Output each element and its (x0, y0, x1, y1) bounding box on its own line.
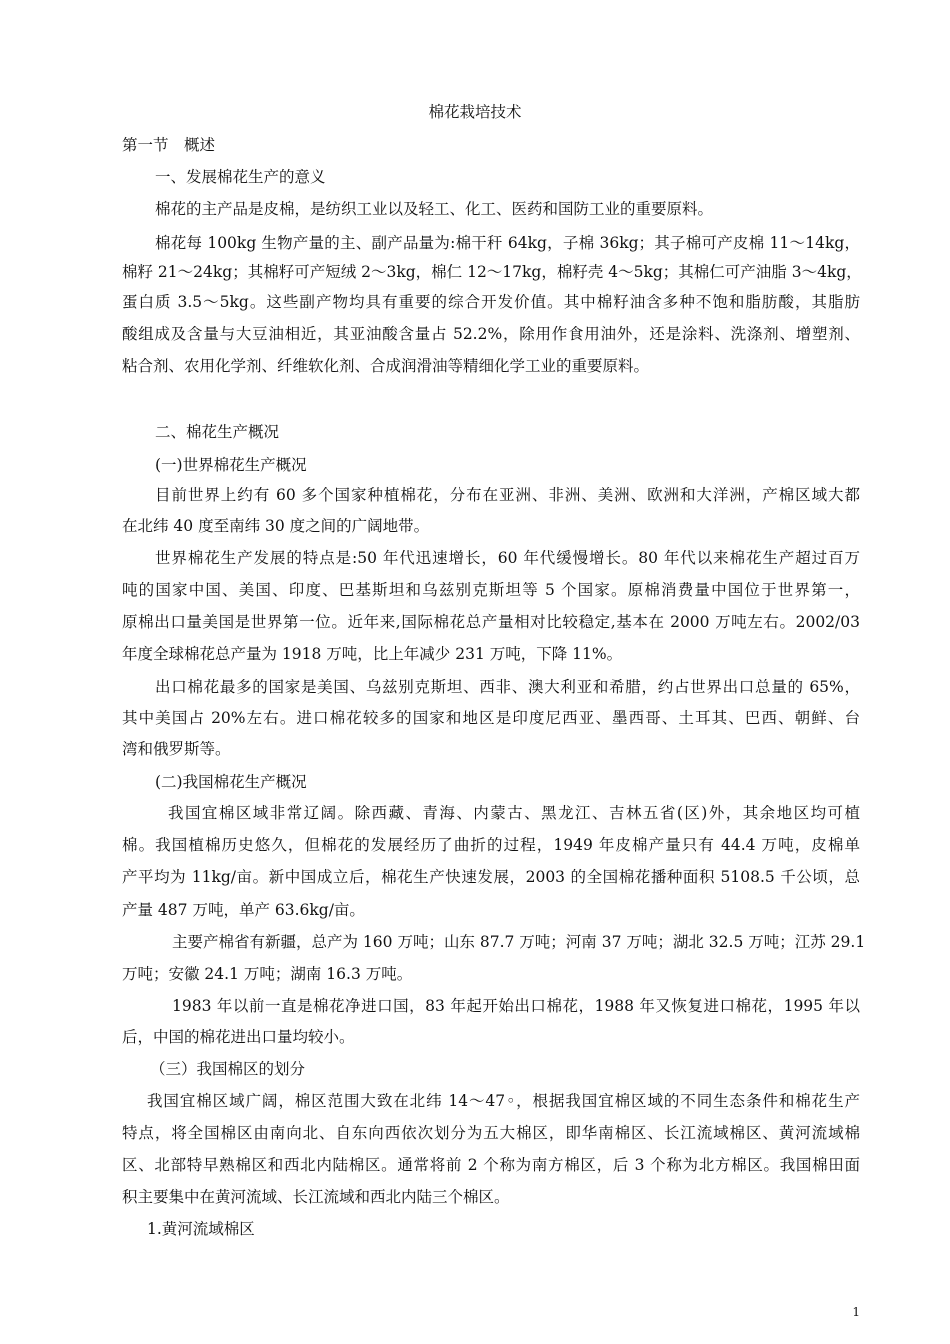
paragraph-line: 棉花的主产品是皮棉，是纺织工业以及轻工、化工、医药和国防工业的重要原料。 (155, 200, 714, 218)
document-title: 棉花栽培技术 (428, 103, 522, 121)
subsection-heading: 一、发展棉花生产的意义 (155, 168, 326, 186)
subsection-heading: (二)我国棉花生产概况 (155, 773, 307, 791)
paragraph-line: 万吨；安徽 24.1 万吨；湖南 16.3 万吨。 (122, 965, 413, 983)
paragraph-line: 特点，将全国棉区由南向北、自东向西依次划分为五大棉区，即华南棉区、长江流域棉区、黄河流域棉 (122, 1124, 860, 1142)
paragraph-line: 我国宜棉区域非常辽阔。除西藏、青海、内蒙古、黑龙江、吉林五省(区)外，其余地区均可植 (168, 804, 860, 822)
paragraph-line: 粘合剂、农用化学剂、纤维软化剂、合成润滑油等精细化学工业的重要原料。 (122, 357, 650, 375)
paragraph-line: 后，中国的棉花进出口量均较小。 (122, 1028, 355, 1046)
paragraph-line: 世界棉花生产发展的特点是:50 年代迅速增长，60 年代缓慢增长。80 年代以来棉花生产超过百万 (155, 549, 860, 567)
subsection-heading: 1.黄河流域棉区 (147, 1220, 255, 1238)
paragraph-line: 区、北部特早熟棉区和西北内陆棉区。通常将前 2 个称为南方棉区，后 3 个称为北方棉区。我国棉田面 (122, 1156, 860, 1174)
paragraph-line: 酸组成及含量与大豆油相近，其亚油酸含量占 52.2%，除用作食用油外，还是涂料、洗涤剂、增塑剂、 (122, 325, 860, 343)
paragraph-line: 产平均为 11kg/亩。新中国成立后，棉花生产快速发展，2003 的全国棉花播种面积 5108.5 千公顷，总 (122, 868, 860, 886)
subsection-heading: 二、棉花生产概况 (155, 423, 280, 441)
section-heading: 第一节 概述 (122, 136, 216, 154)
paragraph-line: 吨的国家中国、美国、印度、巴基斯坦和乌兹别克斯坦等 5 个国家。原棉消费量中国位于世界第一， (122, 581, 860, 599)
subsection-heading: （三）我国棉区的划分 (150, 1060, 306, 1078)
paragraph-line: 我国宜棉区域广阔，棉区范围大致在北纬 14～47◦，根据我国宜棉区域的不同生态条件和棉花生产 (147, 1092, 860, 1110)
paragraph-line: 湾和俄罗斯等。 (122, 740, 231, 758)
paragraph-line: 蛋白质 3.5～5kg。这些副产物均具有重要的综合开发价值。其中棉籽油含多种不饱和脂肪酸，其脂肪 (122, 293, 860, 311)
paragraph-line: 积主要集中在黄河流域、长江流域和西北内陆三个棉区。 (122, 1188, 510, 1206)
paragraph-line: 原棉出口量美国是世界第一位。近年来,国际棉花总产量相对比较稳定,基本在 2000 万吨左右。2002/03 (122, 613, 860, 631)
subsection-heading: (一)世界棉花生产概况 (155, 456, 307, 474)
paragraph-line: 棉花每 100kg 生物产量的主、副产品量为:棉干秆 64kg，子棉 36kg；其子棉可产皮棉 11～14kg， (155, 234, 860, 252)
paragraph-line: 产量 487 万吨，单产 63.6kg/亩。 (122, 901, 365, 919)
paragraph-line: 年度全球棉花总产量为 1918 万吨，比上年减少 231 万吨，下降 11%。 (122, 645, 623, 663)
paragraph-line: 棉。我国植棉历史悠久，但棉花的发展经历了曲折的过程，1949 年皮棉产量只有 44.4 万吨，皮棉单 (122, 836, 860, 854)
paragraph-line: 目前世界上约有 60 多个国家种植棉花，分布在亚洲、非洲、美洲、欧洲和大洋洲，产棉区域大都 (155, 486, 860, 504)
paragraph-line: 在北纬 40 度至南纬 30 度之间的广阔地带。 (122, 517, 430, 535)
paragraph-line: 主要产棉省有新疆，总产为 160 万吨；山东 87.7 万吨；河南 37 万吨；湖北 32.5 万吨；江苏 29.1 (172, 933, 866, 951)
paragraph-line: 棉籽 21～24kg；其棉籽可产短绒 2～3kg，棉仁 12～17kg，棉籽壳 4～5kg；其棉仁可产油脂 3～4kg， (122, 263, 862, 281)
paragraph-line: 出口棉花最多的国家是美国、乌兹别克斯坦、西非、澳大利亚和希腊，约占世界出口总量的 65%， (155, 678, 860, 696)
page-number: 1 (852, 1305, 860, 1319)
paragraph-line: 其中美国占 20%左右。进口棉花较多的国家和地区是印度尼西亚、墨西哥、土耳其、巴西、朝鲜、台 (122, 709, 860, 727)
paragraph-line: 1983 年以前一直是棉花净进口国，83 年起开始出口棉花，1988 年又恢复进口棉花，1995 年以 (172, 997, 860, 1015)
